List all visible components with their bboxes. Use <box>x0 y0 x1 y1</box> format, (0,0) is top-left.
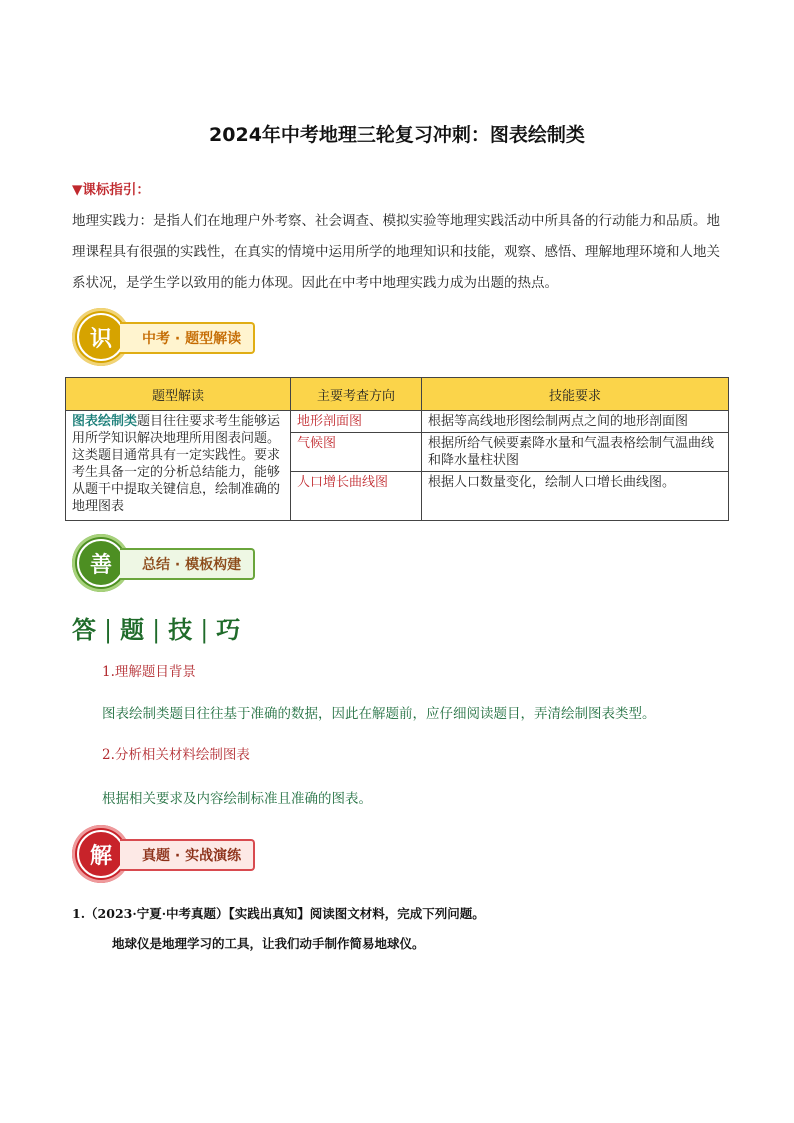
tip-body: 根据相关要求及内容绘制标准且准确的图表。 <box>102 791 372 807</box>
skills-title-char: 题 <box>120 615 149 644</box>
badge-char: 解 <box>77 830 125 878</box>
badge-label: 真题 · 实战演练 <box>120 839 255 871</box>
table-header: 题型解读 <box>66 378 291 411</box>
title-separator: | <box>152 616 165 644</box>
title-separator: | <box>200 616 213 644</box>
skills-title-char: 答 <box>72 615 100 644</box>
question-type-table <box>65 377 729 521</box>
direction-cell: 地形剖面图 <box>291 411 422 433</box>
tip-heading: 1.理解题目背景 <box>102 664 196 680</box>
badge-label: 总结 · 模板构建 <box>120 548 255 580</box>
table-header: 主要考查方向 <box>291 378 422 411</box>
interpret-cell <box>66 411 291 521</box>
skill-cell: 根据等高线地形图绘制两点之间的地形剖面图 <box>422 411 729 433</box>
direction-cell: 人口增长曲线图 <box>291 472 422 521</box>
direction-cell: 气候图 <box>291 433 422 472</box>
skill-cell: 根据所给气候要素降水量和气温表格绘制气温曲线和降水量柱状图 <box>422 433 729 472</box>
skills-title <box>72 610 244 645</box>
interpret-highlight: 图表绘制类 <box>72 414 138 429</box>
table-header-row <box>66 378 729 411</box>
interpret-text: 题目往往要求考生能够运用所学知识解决地理所用图表问题。这类题目通常具有一定实践性。要求考生具备一定的分析总结能力，能够从题干中提取关键信息，绘制准确的地理图表 <box>72 414 281 514</box>
guide-heading: ▼课标指引： <box>72 182 150 198</box>
intro-paragraph: 地理实践力：是指人们在地理户外考察、社会调查、模拟实验等地理实践活动中所具备的行动能力和品质。地理课程具有很强的实践性，在真实的情境中运用所学的地理知识和技能，观察、感悟、理解地理环境和人地关系状况，是学生学以致用的能力体现。因此在中考中地理实践力成为出题的热点。 <box>72 213 720 291</box>
badge-char: 善 <box>77 539 125 587</box>
question-line: 1.（2023·宁夏·中考真题）【实践出真知】阅读图文材料，完成下列问题。 <box>72 906 485 921</box>
section-badge-summary <box>72 534 312 596</box>
skills-title-char: 技 <box>168 615 197 644</box>
title-separator: | <box>104 616 117 644</box>
table-row <box>66 411 729 433</box>
section-badge-practice <box>72 825 312 887</box>
skills-title-char: 巧 <box>216 615 245 644</box>
tip-heading: 2.分析相关材料绘制图表 <box>102 747 250 763</box>
table-header: 技能要求 <box>422 378 729 411</box>
badge-char: 识 <box>77 313 125 361</box>
badge-label: 中考 · 题型解读 <box>120 322 255 354</box>
question-subtext: 地球仪是地理学习的工具，让我们动手制作简易地球仪。 <box>112 936 425 951</box>
tip-body: 图表绘制类题目往往基于准确的数据，因此在解题前，应仔细阅读题目，弄清绘制图表类型。 <box>102 706 656 722</box>
section-badge-question-type <box>72 308 312 370</box>
skill-cell: 根据人口数量变化，绘制人口增长曲线图。 <box>422 472 729 521</box>
document-title: 2024年中考地理三轮复习冲刺：图表绘制类 <box>209 124 585 146</box>
